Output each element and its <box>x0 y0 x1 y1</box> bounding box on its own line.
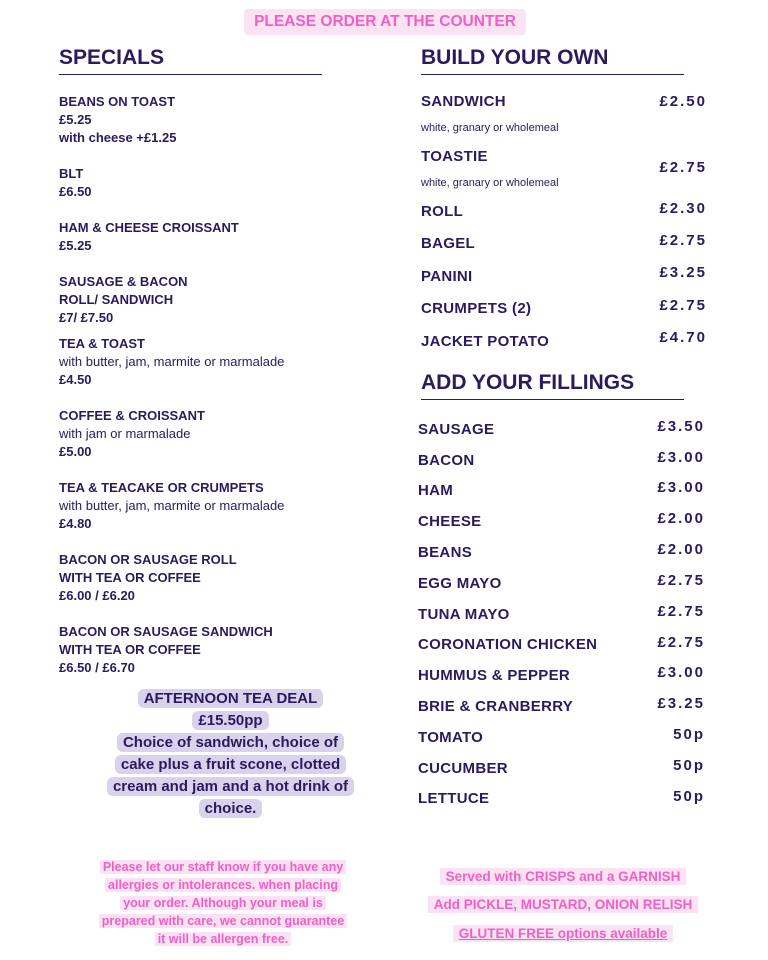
build-title: BUILD YOUR OWN <box>421 46 609 69</box>
build-item-name: PANINI <box>421 268 473 285</box>
build-item-price: £2.30 <box>659 200 707 217</box>
special-item <box>59 93 379 147</box>
allergy-line: allergies or intolerances. when placing <box>105 878 341 892</box>
build-item-name: CRUMPETS (2) <box>421 300 532 317</box>
filling-name: BRIE & CRANBERRY <box>418 698 574 715</box>
build-item-price: £4.70 <box>659 329 707 346</box>
build-item-price: £3.25 <box>659 264 707 281</box>
filling-name: EGG MAYO <box>418 575 502 592</box>
build-item-name: SANDWICH <box>421 93 506 110</box>
build-item-sub: white, granary or wholemeal <box>421 122 559 134</box>
special-price: £6.50 / £6.70 <box>59 660 135 675</box>
allergy-line: it will be allergen free. <box>155 932 292 946</box>
special-name-line2: WITH TEA OR COFFEE <box>59 642 201 657</box>
order-banner: PLEASE ORDER AT THE COUNTER <box>244 9 526 35</box>
build-item-name: ROLL <box>421 203 464 220</box>
special-price: £4.80 <box>59 516 92 531</box>
build-item-price: £2.50 <box>659 93 707 110</box>
filling-price: £2.75 <box>657 603 705 620</box>
special-name: SAUSAGE & BACON <box>59 274 188 289</box>
filling-price: £3.50 <box>657 418 705 435</box>
filling-price: £3.00 <box>657 479 705 496</box>
special-name: HAM & CHEESE CROISSANT <box>59 220 239 235</box>
fillings-rule <box>421 399 684 400</box>
special-name: BLT <box>59 166 84 181</box>
served-line: Served with CRISPS and a GARNISH <box>440 868 687 885</box>
build-item-sub: white, granary or wholemeal <box>421 177 559 189</box>
special-item <box>59 479 379 533</box>
filling-price: £3.00 <box>657 664 705 681</box>
filling-name: LETTUCE <box>418 790 490 807</box>
filling-price: 50p <box>673 788 705 805</box>
afternoon-tea-deal <box>94 688 367 820</box>
special-item <box>59 623 379 677</box>
filling-name: TUNA MAYO <box>418 606 510 623</box>
fillings-title: ADD YOUR FILLINGS <box>421 371 635 394</box>
special-name-line2: ROLL/ SANDWICH <box>59 292 174 307</box>
filling-name: TOMATO <box>418 729 484 746</box>
filling-name: BEANS <box>418 544 473 561</box>
special-price: £6.00 / £6.20 <box>59 588 135 603</box>
special-item <box>59 273 379 327</box>
filling-price: £2.00 <box>657 510 705 527</box>
special-name: TEA & TOAST <box>59 336 145 351</box>
filling-price: 50p <box>673 726 705 743</box>
special-price: £4.50 <box>59 372 92 387</box>
special-desc: with butter, jam, marmite or marmalade <box>59 498 285 513</box>
build-item-price: £2.75 <box>659 159 707 176</box>
special-name: BEANS ON TOAST <box>59 94 176 109</box>
filling-price: £3.00 <box>657 449 705 466</box>
extras-line: Add PICKLE, MUSTARD, ONION RELISH <box>428 896 699 913</box>
filling-price: £2.75 <box>657 634 705 651</box>
filling-price: £2.00 <box>657 541 705 558</box>
build-item-price: £2.75 <box>659 297 707 314</box>
deal-line: choice. <box>199 799 263 818</box>
deal-line: cake plus a fruit scone, clotted <box>115 755 346 774</box>
special-name: COFFEE & CROISSANT <box>59 408 205 423</box>
allergy-line: Please let our staff know if you have any <box>100 860 346 874</box>
special-desc: with butter, jam, marmite or marmalade <box>59 354 285 369</box>
specials-title: SPECIALS <box>59 46 165 69</box>
special-item <box>59 219 379 255</box>
special-name: TEA & TEACAKE OR CRUMPETS <box>59 480 264 495</box>
filling-price: £3.25 <box>657 695 705 712</box>
filling-price: 50p <box>673 757 705 774</box>
build-item-name: BAGEL <box>421 235 475 252</box>
served-note <box>408 869 718 884</box>
deal-title: AFTERNOON TEA DEAL <box>138 689 324 708</box>
build-rule <box>421 74 684 75</box>
filling-name: CORONATION CHICKEN <box>418 636 598 653</box>
special-desc: with jam or marmalade <box>59 426 191 441</box>
gluten-free-line: GLUTEN FREE options available <box>453 925 674 942</box>
build-item-name: JACKET POTATO <box>421 333 550 350</box>
filling-name: HUMMUS & PEPPER <box>418 667 571 684</box>
specials-rule <box>59 74 322 75</box>
build-item-name: TOASTIE <box>421 148 488 165</box>
special-price: £7/ £7.50 <box>59 310 114 325</box>
special-price: £6.50 <box>59 184 92 199</box>
special-name: BACON OR SAUSAGE ROLL <box>59 552 237 567</box>
extras-note <box>408 897 718 912</box>
filling-name: CUCUMBER <box>418 760 508 777</box>
special-price: £5.25 <box>59 238 92 253</box>
special-item <box>59 407 379 461</box>
special-item <box>59 165 379 201</box>
deal-line: cream and jam and a hot drink of <box>107 777 354 796</box>
gluten-free-note <box>408 926 718 941</box>
special-extra: with cheese +£1.25 <box>59 130 177 145</box>
filling-name: HAM <box>418 482 454 499</box>
deal-line: Choice of sandwich, choice of <box>117 733 344 752</box>
filling-name: BACON <box>418 452 475 469</box>
deal-price: £15.50pp <box>192 711 268 730</box>
special-item <box>59 335 379 389</box>
filling-name: CHEESE <box>418 513 482 530</box>
filling-name: SAUSAGE <box>418 421 495 438</box>
allergy-notice <box>72 858 374 948</box>
filling-price: £2.75 <box>657 572 705 589</box>
special-name: BACON OR SAUSAGE SANDWICH <box>59 624 273 639</box>
special-item <box>59 551 379 605</box>
allergy-line: your order. Although your meal is <box>120 896 326 910</box>
special-name-line2: WITH TEA OR COFFEE <box>59 570 201 585</box>
allergy-line: prepared with care, we cannot guarantee <box>99 914 347 928</box>
special-price: £5.25 <box>59 112 92 127</box>
special-price: £5.00 <box>59 444 92 459</box>
build-item-price: £2.75 <box>659 232 707 249</box>
